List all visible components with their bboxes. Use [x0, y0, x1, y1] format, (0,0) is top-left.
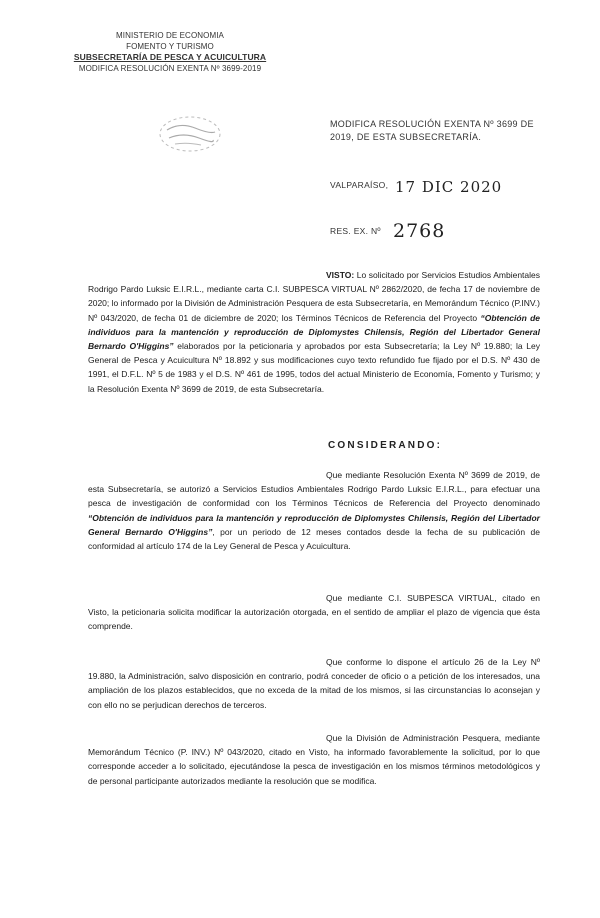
visto-text-2: elaborados por la peticionaria y aprobados por esta Subsecretaría; la Ley Nº 19.880; la Ley General de Pesca y Acuicultura Nº 18.892 y sus modificaciones cuyo texto refundido fue fijado por el D.S. Nº 430 de 1991, el D.F.L. Nº 5 de 1983 y el D.S. Nº 461 de 1995, todos del actual Ministerio de Economía, Fomento y Turismo; y la Resolución Exenta Nº 3699 de 2019, de esta Subsecretaría.	[88, 341, 541, 394]
c4-text: Que la División de Administración Pesquera, mediante Memorándum Técnico (P. INV.) Nº 043/2020, citado en Visto, ha informado favorablemente la solicitud, por lo que corresponde acceder a lo solicitado, ejecutándose la pesca de investigación en los mismos términos metodológicos y de personal participante autorizados mediante la resolución que se modifica.	[88, 733, 540, 786]
c1-text-1: Que mediante Resolución Exenta Nº 3699 de 2019, de esta Subsecretaría, se autorizó a Servicios Estudios Ambientales Rodrigo Pardo Luksic E.I.R.L., para efectuar una pesca de investigación de conformidad con los Términos Técnicos de Referencia del Proyecto denominado	[88, 470, 540, 509]
subsecretaria-name: SUBSECRETARÍA DE PESCA Y ACUICULTURA	[73, 52, 267, 62]
considerando-heading: CONSIDERANDO:	[328, 440, 443, 451]
office-stamp-mark	[155, 112, 225, 156]
c2-text: Que mediante C.I. SUBPESCA VIRTUAL, citado en Visto, la peticionaria solicita modificar la autorización otorgada, en el sentido de ampliar el plazo de vigencia que ésta comprende.	[88, 593, 540, 632]
document-subject: MODIFICA RESOLUCIÓN EXENTA Nº 3699 DE 2019, DE ESTA SUBSECRETARÍA.	[330, 119, 534, 142]
considerando-1	[88, 468, 540, 553]
place-label: VALPARAÍSO,	[330, 180, 389, 190]
c3-text: Que conforme lo dispone el artículo 26 de la Ley Nº 19.880, la Administración, salvo disposición en contrario, podrá conceder de oficio o a petición de los interesados, una ampliación de los plazos establecidos, que no exceda de la mitad de los mismos, si las circunstancias lo aconsejan y con ello no se perjudican derechos de terceros.	[88, 657, 540, 710]
considerando-4	[88, 731, 540, 788]
resolution-number: 2768	[393, 220, 446, 242]
date-stamp: 17 DIC 2020	[395, 178, 503, 196]
ministry-subname: FOMENTO Y TURISMO	[126, 42, 214, 51]
resolution-label: RES. EX. Nº	[330, 226, 381, 236]
c1-text-2: , por un periodo de 12 meses contados desde la fecha de su publicación de conformidad al artículo 174 de la Ley General de Pesca y Acuicultura.	[88, 526, 540, 552]
ministry-name: MINISTERIO DE ECONOMIA	[116, 31, 224, 40]
considerando-2	[88, 591, 540, 634]
letterhead	[60, 30, 280, 74]
visto-project-title: “Obtención de individuos para la mantención y reproducción de Diplomystes Chilensis, Región del Libertador General Bernardo O'Higgins”	[88, 312, 541, 352]
visto-text-1: Lo solicitado por Servicios Estudios Ambientales Rodrigo Pardo Luksic E.I.R.L., mediante carta C.I. SUBPESCA VIRTUAL Nº 2862/2020, de fecha 17 de noviembre de 2020; lo informado por la División de Administración Pesquera de esta Subsecretaría, en Memorándum Técnico (P.INV.) Nº 043/2020, de fecha 01 de diciembre de 2020; los Términos Técnicos de Referencia del Proyecto	[88, 270, 540, 323]
c1-project-title: “Obtención de individuos para la mantención y reproducción de Diplomystes Chilensis, Región del Libertador General Bernardo O'Higgins”	[88, 512, 540, 537]
visto-lead: VISTO:	[326, 270, 355, 280]
visto-paragraph	[88, 268, 540, 396]
document-reference: MODIFICA RESOLUCIÓN EXENTA Nº 3699-2019	[78, 64, 262, 73]
considerando-3	[88, 655, 540, 712]
